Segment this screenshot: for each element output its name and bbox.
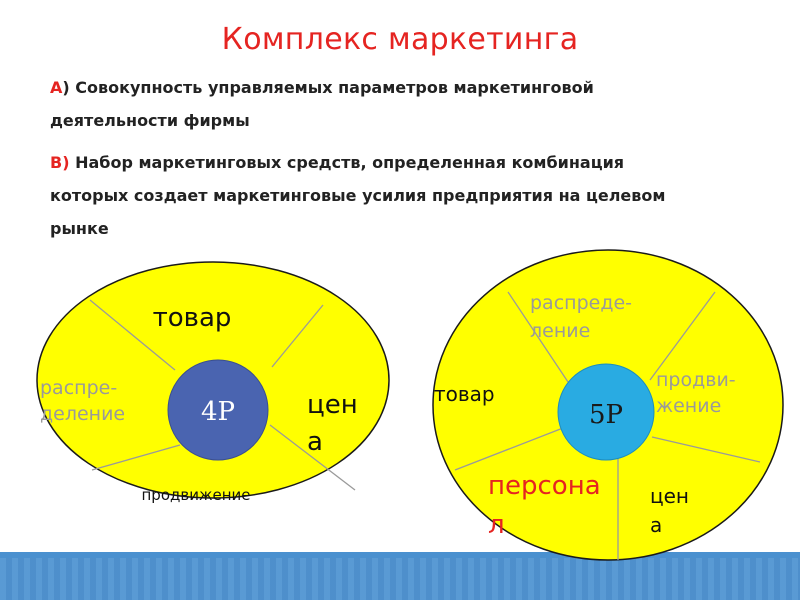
definition-b-letter: В) (50, 153, 70, 172)
label-5p-product: товар (434, 382, 495, 406)
label-4p-price-2: а (307, 427, 323, 457)
label-4p-price-1: цен (307, 390, 358, 420)
diagram-5p (433, 250, 783, 560)
definition-a-paren: ) (62, 78, 70, 97)
center-5p-label: 5P (588, 400, 624, 430)
label-4p-distribution-1: распре- (40, 377, 118, 399)
label-5p-price-1: цен (650, 484, 689, 508)
label-4p-promotion: продвижение (141, 486, 251, 504)
diagram-4p (37, 262, 389, 504)
label-5p-promotion-1: продви- (656, 369, 736, 391)
label-5p-promotion-2: жение (656, 395, 722, 417)
label-5p-personnel-1: персона (488, 471, 601, 501)
definition-a-letter: А (50, 78, 63, 97)
label-5p-distribution-1: распреде- (530, 292, 633, 314)
definition-b-text-line3: рынке (50, 219, 109, 238)
label-4p-product: товар (152, 303, 232, 333)
label-4p-distribution-2: деление (40, 403, 126, 425)
label-5p-distribution-2: ление (530, 320, 591, 342)
definition-b-text-line2: которых создает маркетинговые усилия предприятия на целевом (50, 186, 666, 205)
label-5p-personnel-2: л (488, 510, 505, 540)
definition-b-text: Набор маркетинговых средств, определенная комбинация (69, 153, 625, 172)
definition-a-text: Совокупность управляемых параметров маркетинговой (69, 78, 594, 97)
page-title: Комплекс маркетинга (221, 22, 579, 57)
label-5p-price-2: а (650, 513, 663, 537)
definition-a-text-line2: деятельности фирмы (50, 111, 250, 130)
center-4p-label: 4P (200, 397, 236, 427)
